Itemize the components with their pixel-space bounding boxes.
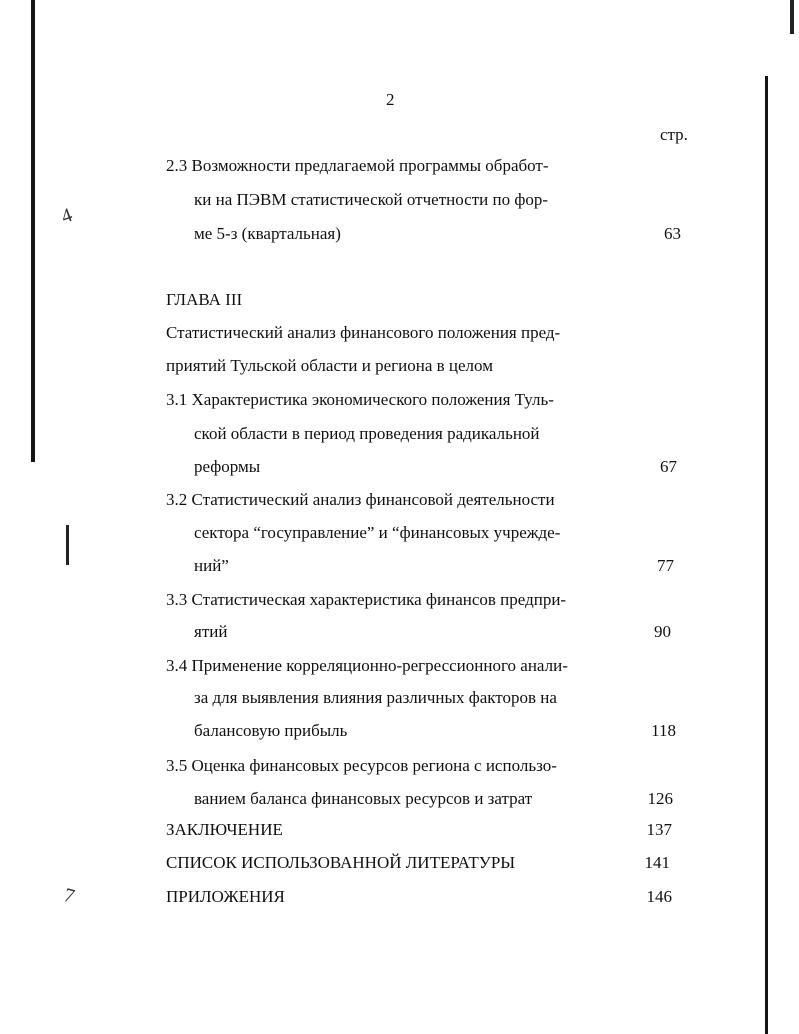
toc-entry-line: 3.2 Статистический анализ финансовой деятельности	[166, 490, 555, 509]
toc-entry-line: 3.3 Статистическая характеристика финансов предпри-	[166, 590, 567, 609]
scan-edge-right	[765, 76, 768, 1034]
toc-entry-line: 3.5 Оценка финансовых ресурсов региона с использо-	[166, 756, 557, 775]
toc-page-number: 141	[644, 853, 670, 872]
toc-page-number: 90	[654, 622, 671, 641]
pages-column-header: стр.	[660, 125, 688, 144]
toc-section-title: ПРИЛОЖЕНИЯ	[166, 887, 285, 906]
page-number: 2	[386, 90, 395, 109]
scan-edge-left	[31, 0, 35, 462]
toc-entry-line: за для выявления влияния различных факторов на	[194, 688, 557, 707]
toc-entry-line: реформы	[194, 457, 261, 476]
toc-page-number: 118	[651, 721, 676, 740]
chapter-title-line: приятий Тульской области и региона в целом	[166, 356, 493, 375]
toc-entry-line: ской области в период проведения радикальной	[194, 424, 540, 443]
handwritten-mark: 4	[58, 203, 76, 229]
toc-page-number: 63	[664, 224, 681, 243]
chapter-heading: ГЛАВА III	[166, 290, 243, 309]
toc-entry-line: 3.4 Применение корреляционно-регрессионного анали-	[166, 656, 568, 675]
toc-section-title: СПИСОК ИСПОЛЬЗОВАННОЙ ЛИТЕРАТУРЫ	[166, 853, 516, 872]
toc-entry-line: ме 5-з (квартальная)	[194, 224, 341, 243]
toc-page-number: 137	[646, 820, 672, 839]
toc-entry-line: ятий	[194, 622, 228, 641]
scan-artifact	[66, 525, 69, 565]
toc-entry-line: ки на ПЭВМ статистической отчетности по фор-	[194, 190, 548, 209]
toc-entry-line: балансовую прибыль	[194, 721, 348, 740]
toc-entry-line: 2.3 Возможности предлагаемой программы обработ-	[166, 156, 549, 175]
toc-entry-line: 3.1 Характеристика экономического положения Туль-	[166, 390, 554, 409]
toc-page-number: 126	[647, 789, 673, 808]
toc-entry-line: ний”	[194, 556, 229, 575]
toc-section-title: ЗАКЛЮЧЕНИЕ	[166, 820, 283, 839]
toc-page-number: 67	[660, 457, 677, 476]
toc-entry-line: сектора “госуправление” и “финансовых учрежде-	[194, 523, 561, 542]
chapter-title-line: Статистический анализ финансового положения пред-	[166, 323, 561, 342]
handwritten-mark: 7	[61, 884, 77, 908]
scan-edge-top-right	[790, 0, 794, 34]
toc-page-number: 146	[646, 887, 672, 906]
toc-entry-line: ванием баланса финансовых ресурсов и затрат	[194, 789, 533, 808]
toc-page-number: 77	[657, 556, 674, 575]
